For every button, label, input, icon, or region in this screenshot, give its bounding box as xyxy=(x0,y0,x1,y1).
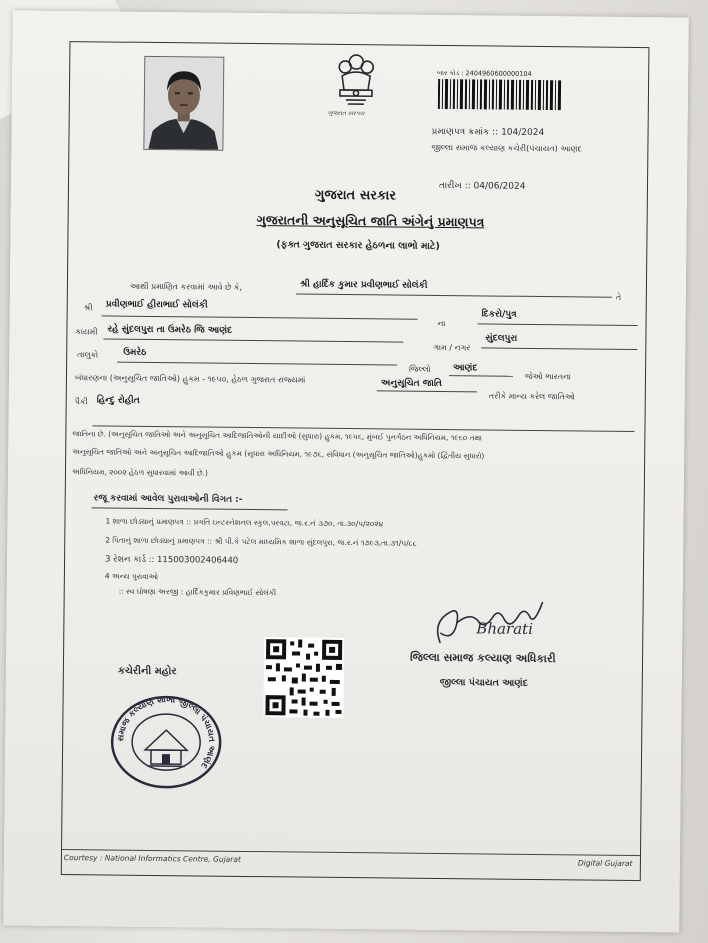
emblem-caption: ગુજરાત સરકાર xyxy=(327,109,366,118)
certificate-number: પ્રમાણપત્ર ક્રમાંક :: 104/2024 xyxy=(431,126,545,139)
district: આણંદ xyxy=(453,363,478,374)
evidence-item: 1 શાળા છોડ્યાનું પ્રમાણપત્ર :: પ્રગતિ ઇન્ટરનેશનલ સ્કુલ,પરવટા, જ.ર.નં ૩૭૦, તા.૩૦/૫/૨૦૨૪ xyxy=(105,516,384,529)
body-line4-mid: જિલ્લો xyxy=(409,364,431,374)
certificate-document xyxy=(3,10,689,932)
legal-text-line2: અનુસૂચિત જાતિઓ અને અનુસૂચિત આદિજાતિઓ હુકમ (સુધારા અધિનિયમ, ૧૯૭૬, સંવિધાન (અનુસૂચિત જાતિઓ)હુકમો (દ્વિતીય સુધારો) xyxy=(72,447,485,461)
address: રહે સુંદલપુરા તા ઉમરેઠ જિ આણંદ xyxy=(107,324,233,336)
applicant-photo xyxy=(143,56,224,151)
state-emblem-icon xyxy=(332,50,381,110)
evidence-item: 2 પિતાનું શાળા છોડ્યાનું પ્રમાણપત્ર :: શ્રી પી.કે પટેલ માધ્યમિક શાળા સુંદલપુરા, જ.ર.નં ૧૭૯૩,તા.૩૧/૫/૮૮ xyxy=(105,535,417,548)
father-name: પ્રવીણભાઈ હીરાભાઈ સોલંકી xyxy=(105,299,208,311)
barcode-number: બાર કોડ : 2404960600000104 xyxy=(437,68,532,78)
officer-signature xyxy=(426,593,557,650)
signatory-title: જિલ્લા સમાજ કલ્યાણ અધિકારી xyxy=(409,650,556,666)
body-line1-prefix: આથી પ્રમાણિત કરવામાં આવે છે કે, xyxy=(129,281,243,292)
certificate-title: ગુજરાતની અનુસૂચિત જાતિ અંગેનું પ્રમાણપત્ર xyxy=(256,212,485,230)
evidence-item: :: સ્વ ઘોષણા અરજી : હાર્દિકકુમાર પ્રવિણભાઈ સોલંકી xyxy=(118,586,277,598)
body-line2-mid: ના xyxy=(437,318,446,329)
office-stamp-seal xyxy=(109,694,224,791)
evidence-heading: રજૂ કરવામાં આવેલ પુરાવાઓની વિગત :- xyxy=(93,493,243,505)
issue-date: તારીખ :: 04/06/2024 xyxy=(438,180,526,192)
village: સુંદલપુરા xyxy=(485,333,518,344)
body-line4-prefix: તાલુકો xyxy=(77,350,99,360)
issuing-office: જીલ્લા સમાજ કલ્યાણ કચેરી(પંચાયત) આણંદ xyxy=(431,142,582,154)
body-line3-prefix: કાયમી xyxy=(75,327,98,337)
footer-brand: Digital Gujarat xyxy=(577,858,633,869)
evidence-item: 3 રેશન કાર્ડ :: 115003002406440 xyxy=(105,554,239,566)
seal-text: સમાજ કલ્યાણ શાખા જીલ્લા પંચાયત આણંદ xyxy=(116,694,217,771)
taluka: ઉમરેઠ xyxy=(123,347,147,358)
body-line3-mid: ગામ / નગર xyxy=(433,342,471,353)
caste: હિન્દુ રોહીત xyxy=(96,395,140,406)
category: અનુસૂચિત જાતિ xyxy=(380,378,442,389)
office-seal-label: કચેરીની મહોર xyxy=(117,665,177,678)
body-line2-prefix: શ્રી xyxy=(83,303,93,313)
legal-text-line3: અધિનિયમ, ૨૦૦૨ હેઠળ સુધારવામાં આવી છે.) xyxy=(71,467,208,478)
body-line6-prefix: પૈકી xyxy=(74,397,88,407)
applicant-name: શ્રી હાર્દિક કુમાર પ્રવીણભાઈ સોલંકી xyxy=(299,279,428,291)
body-line4-suffix: જેઓ ભારતના xyxy=(524,371,572,382)
footer-courtesy: Courtesy : National Informatics Centre, Gujarat xyxy=(63,853,241,864)
body-line1-suffix: તે xyxy=(615,292,622,302)
signatory-office: જીલ્લા પંચાયત આણંદ xyxy=(439,676,529,689)
qr-code-icon xyxy=(263,637,344,718)
relation: દિકરો/પુત્ર xyxy=(481,309,517,320)
body-line5-prefix: બંધારણના (અનુસૂચિત જાતિઓ) હુકમ - ૧૯૫૦, હેઠળ ગુજરાત રાજ્યમાં xyxy=(74,373,306,385)
signature-text: Bharati xyxy=(476,619,534,638)
legal-text-line1: જાતિના છે. (અનુસૂચિત જાતિઓ અને અનુસૂચિત આદિજાતિઓની યાદીઓ (સુધારા) હુકમ, ૧૯૫૬, મુંબઈ પુનર્ગઠન અધિનિયમ, ૧૯૬૦ તથા xyxy=(72,429,483,443)
evidence-item: 4 અન્ય પુરાવાઓ xyxy=(104,571,159,582)
barcode-icon xyxy=(438,79,562,110)
body-line5-suffix: તરીકે માન્ય કરેલ જાતિઓ xyxy=(488,391,576,402)
certificate-note: (ફક્ત ગુજરાત સરકાર હેઠળના લાભો માટે) xyxy=(276,239,440,252)
government-title: ગુજરાત સરકાર xyxy=(314,187,397,204)
